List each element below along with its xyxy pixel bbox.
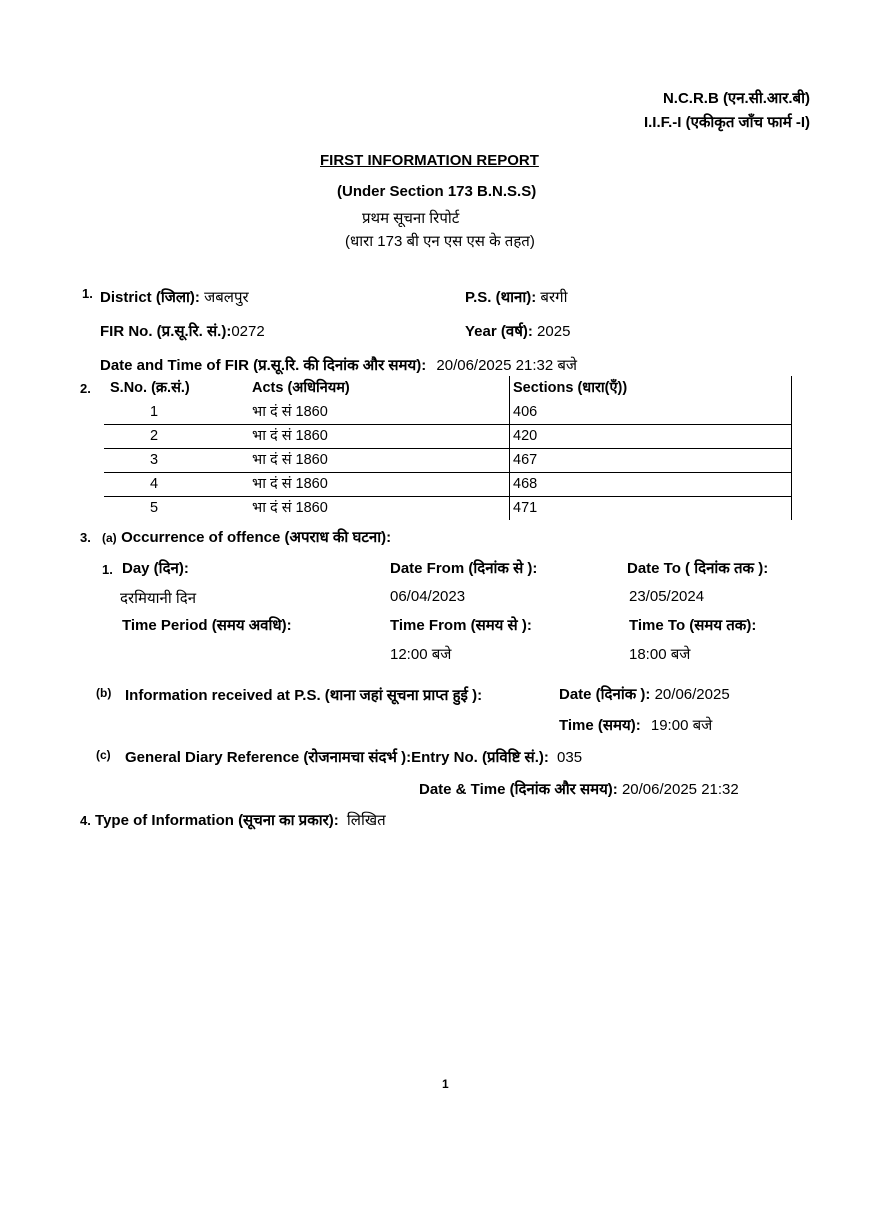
ps-field xyxy=(465,287,567,307)
diary-reference xyxy=(125,747,582,767)
row-sno: 1 xyxy=(104,401,252,425)
row-sno: 3 xyxy=(104,449,252,473)
entry-number-value: 035 xyxy=(557,749,583,766)
sub-1-number: 1. xyxy=(102,562,113,577)
row-act: भा दं सं 1860 xyxy=(252,500,328,516)
occurrence-heading xyxy=(102,527,391,547)
diary-reference-label: General Diary Reference (रोजनामचा संदर्भ ): xyxy=(125,749,412,766)
info-time-label: Time (समय): xyxy=(559,717,641,734)
report-title: FIRST INFORMATION REPORT xyxy=(320,152,539,169)
time-to-value: 18:00 बजे xyxy=(629,646,691,663)
table-row xyxy=(104,425,792,449)
info-time-value: 19:00 बजे xyxy=(650,717,713,734)
date-from-value: 06/04/2023 xyxy=(390,588,466,605)
table-row xyxy=(104,449,792,473)
section-1-number: 1. xyxy=(82,286,93,301)
row-act: भा दं सं 1860 xyxy=(252,473,510,497)
ps-label: P.S. (थाना): xyxy=(465,289,537,306)
ncrb-header: N.C.R.B (एन.सी.आर.बी) xyxy=(662,90,810,107)
date-to-value: 23/05/2024 xyxy=(629,588,705,605)
report-subtitle-hindi: (धारा 173 बी एन एस एस के तहत) xyxy=(345,233,535,250)
row-act: भा दं सं 1860 xyxy=(252,449,510,473)
info-received-label: Information received at P.S. (थाना जहां सूचना प्राप्त हुई ): xyxy=(125,687,483,704)
district-label: District (जिला): xyxy=(100,289,200,306)
day-label: Day (दिन): xyxy=(122,560,189,577)
row-section: 420 xyxy=(510,425,792,449)
row-act: भा दं सं 1860 xyxy=(252,401,510,425)
district-value: जबलपुर xyxy=(204,289,249,306)
information-type xyxy=(80,810,386,830)
date-to-label: Date To ( दिनांक तक ): xyxy=(627,560,769,577)
table-row xyxy=(104,473,792,497)
row-sno: 2 xyxy=(104,425,252,449)
fir-number-label: FIR No. (प्र.सू.रि. सं.): xyxy=(100,323,232,340)
fir-datetime-value: 20/06/2025 21:32 बजे xyxy=(436,357,578,374)
fir-datetime-field xyxy=(100,355,577,375)
fir-datetime-label: Date and Time of FIR (प्र.सू.रि. की दिनांक और समय): xyxy=(100,357,427,374)
row-section: 406 xyxy=(510,401,792,425)
time-period-label: Time Period (समय अवधि): xyxy=(122,617,292,634)
page-number: 1 xyxy=(442,1077,449,1091)
acts-header: Acts (अधिनियम) xyxy=(252,380,350,396)
district-field xyxy=(100,287,249,307)
info-received-date xyxy=(559,684,730,704)
row-section: 467 xyxy=(510,449,792,473)
sections-header: Sections (धारा(एँ)) xyxy=(510,376,792,401)
diary-datetime xyxy=(419,779,739,799)
ps-value: बरगी xyxy=(540,289,568,306)
part-b-marker: (b) xyxy=(96,686,112,700)
section-3-number: 3. xyxy=(80,530,91,545)
report-subtitle: (Under Section 173 B.N.S.S) xyxy=(337,183,537,200)
info-date-value: 20/06/2025 xyxy=(654,686,730,703)
table-row xyxy=(104,497,792,521)
year-value: 2025 xyxy=(537,323,571,340)
diary-datetime-label: Date & Time (दिनांक और समय): xyxy=(419,781,618,798)
date-from-label: Date From (दिनांक से ): xyxy=(390,560,538,577)
time-to-label: Time To (समय तक): xyxy=(629,617,757,634)
acts-table xyxy=(104,376,792,520)
entry-number-label: Entry No. (प्रविष्टि सं.): xyxy=(411,749,549,766)
occurrence-label: Occurrence of offence (अपराध की घटना): xyxy=(121,529,392,546)
row-act: भा दं सं 1860 xyxy=(252,425,510,449)
table-row xyxy=(104,401,792,425)
time-from-label: Time From (समय से ): xyxy=(390,617,532,634)
section-4-number: 4. xyxy=(80,813,91,828)
iif-header: I.I.F.-I (एकीकृत जाँच फार्म -I) xyxy=(643,114,810,131)
information-type-label: Type of Information (सूचना का प्रकार): xyxy=(95,812,339,829)
acts-table-header xyxy=(104,376,792,401)
fir-number-field xyxy=(100,321,265,341)
part-a-marker: (a) xyxy=(102,531,117,545)
row-sno: 5 xyxy=(149,500,159,516)
part-c-marker: (c) xyxy=(96,748,111,762)
day-value: दरमियानी दिन xyxy=(120,590,197,607)
year-field xyxy=(465,321,570,341)
info-received-time xyxy=(559,715,712,735)
information-type-value: लिखित xyxy=(346,812,386,829)
time-from-value: 12:00 बजे xyxy=(390,646,452,663)
fir-number-value: 0272 xyxy=(231,323,265,340)
year-label: Year (वर्ष): xyxy=(465,323,533,340)
row-section: 468 xyxy=(510,473,792,497)
section-2-number: 2. xyxy=(80,381,91,396)
info-date-label: Date (दिनांक ): xyxy=(559,686,651,703)
report-title-hindi: प्रथम सूचना रिपोर्ट xyxy=(362,210,460,227)
diary-datetime-value: 20/06/2025 21:32 xyxy=(621,781,739,798)
sno-header: S.No. (क्र.सं.) xyxy=(110,380,190,396)
row-section: 471 xyxy=(510,497,792,521)
row-sno: 4 xyxy=(104,473,252,497)
